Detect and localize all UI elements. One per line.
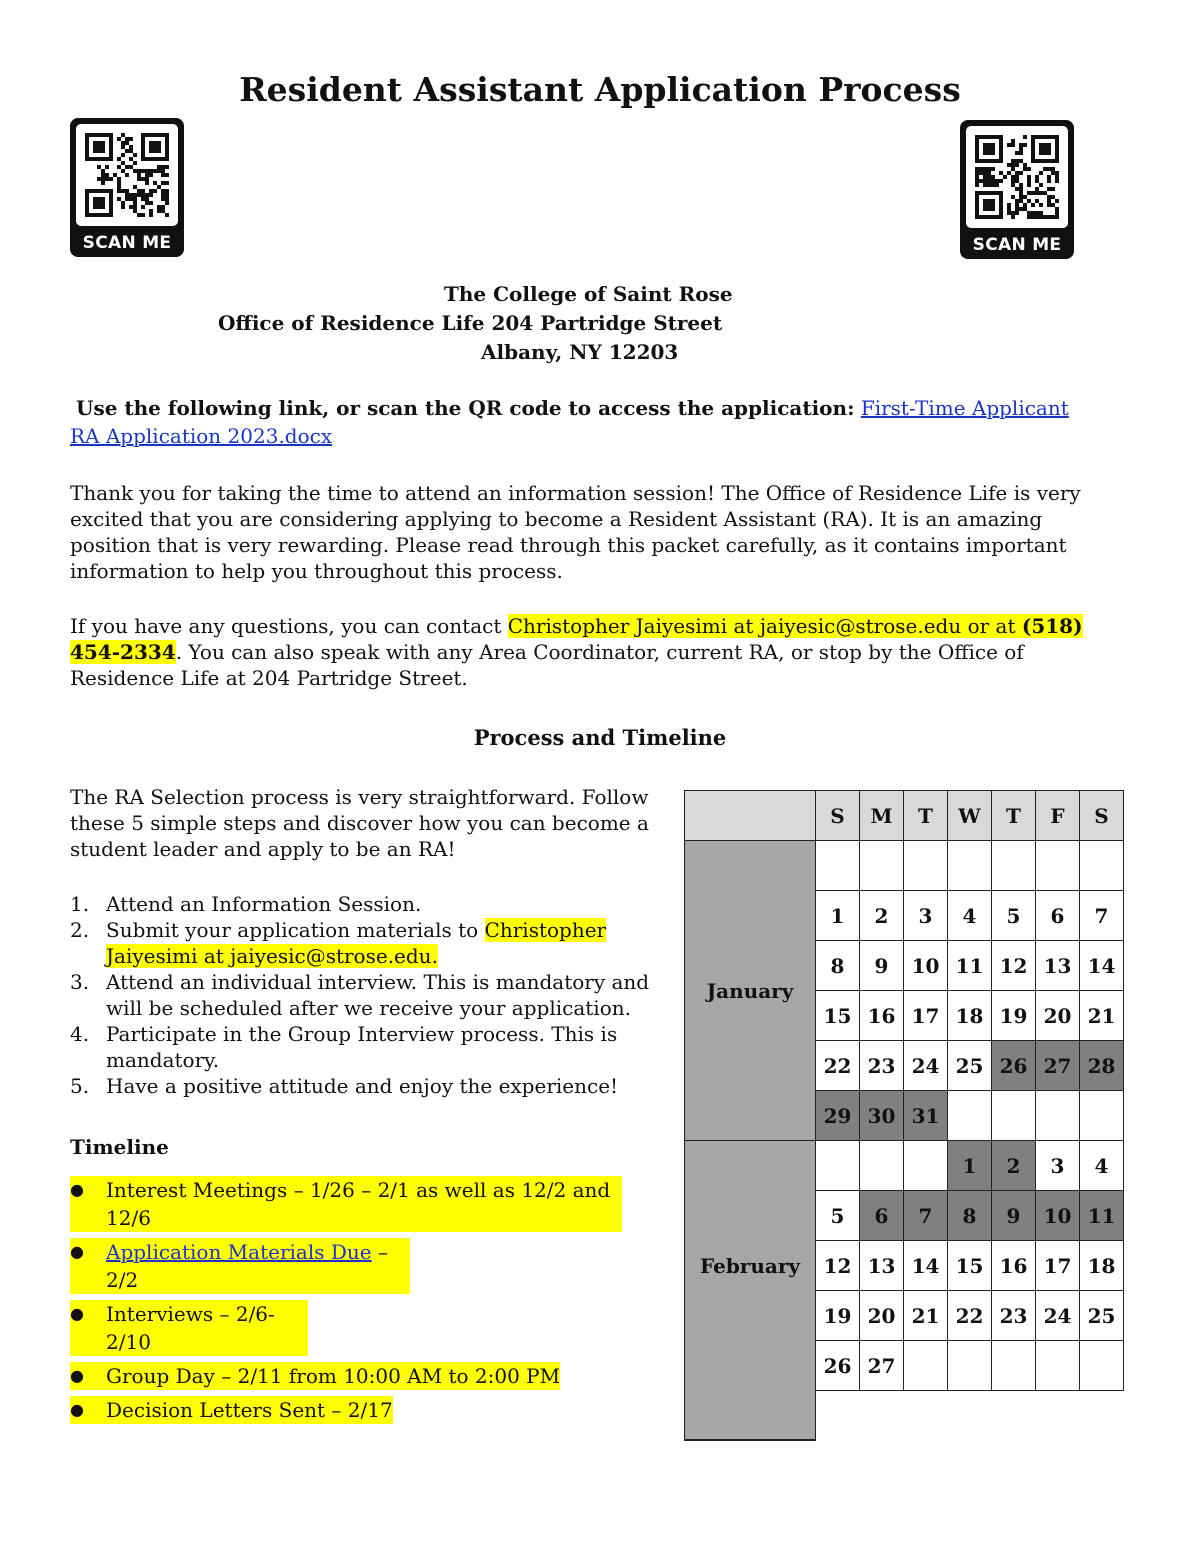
calendar-empty-cell	[904, 841, 948, 891]
calendar-day-cell: 13	[860, 1241, 904, 1291]
calendar-day-cell: 8	[948, 1191, 992, 1241]
bullet-icon: ●	[70, 1238, 106, 1294]
calendar-day-cell: 13	[1036, 941, 1080, 991]
calendar-empty-cell	[1036, 1091, 1080, 1141]
timeline-line: Interest Meetings – 1/26 – 2/1 as well as 12/2 and	[106, 1178, 611, 1202]
calendar-body	[685, 841, 1124, 1391]
step-number: 5.	[70, 1074, 90, 1098]
timeline-text: Decision Letters Sent – 2/17	[106, 1398, 393, 1422]
calendar-day-cell: 19	[992, 991, 1036, 1041]
calendar-day-cell: 27	[1036, 1041, 1080, 1091]
calendar-empty-cell	[816, 1141, 860, 1191]
qr-code-icon	[76, 124, 178, 226]
calendar-day-cell: 14	[1080, 941, 1124, 991]
timeline-list	[70, 1176, 630, 1430]
list-item	[70, 891, 670, 917]
calendar-day-cell: 18	[948, 991, 992, 1041]
calendar-month-label: January	[685, 841, 816, 1141]
weekday-header: T	[992, 791, 1036, 841]
calendar-day-cell: 19	[816, 1291, 860, 1341]
step-text-start: Submit your application materials to	[106, 918, 485, 942]
bullet-icon: ●	[70, 1176, 106, 1232]
calendar-corner	[685, 791, 816, 841]
calendar-empty-cell	[992, 1091, 1036, 1141]
calendar-day-cell: 21	[1080, 991, 1124, 1041]
qr-code-badge-right[interactable]	[960, 120, 1074, 259]
calendar-day-cell: 11	[948, 941, 992, 991]
calendar-day-cell: 3	[1036, 1141, 1080, 1191]
weekday-header: W	[948, 791, 992, 841]
application-materials-link[interactable]: Application Materials Due	[106, 1240, 372, 1264]
process-heading: Process and Timeline	[473, 725, 727, 750]
contact-phone: (518) 454-2334	[70, 614, 1083, 664]
calendar-day-cell: 9	[860, 941, 904, 991]
process-intro: The RA Selection process is very straightforward. Follow these 5 simple steps and discover how you can become a student leader and apply to be an RA!	[70, 785, 649, 861]
timeline-text	[106, 1176, 622, 1232]
calendar-day-cell: 24	[904, 1041, 948, 1091]
calendar-day-cell: 1	[816, 891, 860, 941]
calendar-day-cell: 23	[992, 1291, 1036, 1341]
address-line-2: Office of Residence Life 204 Partridge Street	[218, 311, 723, 335]
calendar-day-cell: 17	[1036, 1241, 1080, 1291]
calendar-empty-cell	[904, 1141, 948, 1191]
calendar-day-cell: 22	[948, 1291, 992, 1341]
access-prompt: Use the following link, or scan the QR code to access the application:	[76, 396, 855, 420]
intro-paragraph: Thank you for taking the time to attend an information session! The Office of Residence Life is very excited that you are considering applying to become a Resident Assistant (RA). It is an amazing position that is very rewarding. Please read through this packet carefully, as it contains important information to help you throughout this process.	[70, 481, 1081, 583]
list-item	[70, 1300, 630, 1356]
calendar-empty-cell	[1036, 1341, 1080, 1391]
list-item	[70, 1176, 630, 1232]
timeline-line: 2/10	[106, 1330, 151, 1354]
address-line-3: Albany, NY 12203	[481, 340, 679, 364]
calendar-month-column-tail	[684, 1389, 816, 1441]
bullet-icon: ●	[70, 1362, 106, 1390]
timeline-text: Group Day – 2/11 from 10:00 AM to 2:00 PM	[106, 1364, 561, 1388]
step-number: 3.	[70, 970, 90, 994]
calendar-empty-cell	[948, 1091, 992, 1141]
contact-email-text: Christopher Jaiyesimi at jaiyesic@strose.edu or at	[507, 614, 1022, 638]
calendar-day-cell: 27	[860, 1341, 904, 1391]
application-link[interactable]: First-Time Applicant RA Application 2023.docx	[70, 396, 1069, 448]
weekday-header: S	[816, 791, 860, 841]
calendar-empty-cell	[860, 1141, 904, 1191]
weekday-header: S	[1080, 791, 1124, 841]
calendar-day-cell: 1	[948, 1141, 992, 1191]
calendar-empty-cell	[1080, 1091, 1124, 1141]
calendar-empty-cell	[816, 841, 860, 891]
calendar-day-cell: 4	[1080, 1141, 1124, 1191]
calendar-day-cell: 7	[904, 1191, 948, 1241]
calendar-day-cell: 6	[1036, 891, 1080, 941]
step-text	[106, 917, 670, 969]
calendar-empty-cell	[1036, 841, 1080, 891]
calendar-week-row	[685, 841, 1124, 891]
calendar-day-cell: 5	[992, 891, 1036, 941]
calendar-day-cell: 20	[860, 1291, 904, 1341]
scan-me-label: SCAN ME	[972, 235, 1062, 255]
step-text: Attend an Information Session.	[106, 892, 422, 916]
calendar-day-cell: 28	[1080, 1041, 1124, 1091]
calendar-day-cell: 21	[904, 1291, 948, 1341]
calendar-day-cell: 15	[948, 1241, 992, 1291]
weekday-header: F	[1036, 791, 1080, 841]
list-item	[70, 969, 670, 1021]
calendar-day-cell: 17	[904, 991, 948, 1041]
step-text: Participate in the Group Interview process. This is mandatory.	[106, 1022, 618, 1072]
calendar-header-row	[685, 791, 1124, 841]
calendar-empty-cell	[992, 1341, 1036, 1391]
list-item	[70, 917, 670, 969]
calendar-day-cell: 20	[1036, 991, 1080, 1041]
timeline-line: 12/6	[106, 1206, 151, 1230]
bullet-icon: ●	[70, 1396, 106, 1424]
calendar-day-cell: 24	[1036, 1291, 1080, 1341]
bullet-icon: ●	[70, 1300, 106, 1356]
calendar-week-row	[685, 1141, 1124, 1191]
calendar-day-cell: 25	[948, 1041, 992, 1091]
calendar-month-label: February	[685, 1141, 816, 1391]
timeline-text	[106, 1300, 308, 1356]
timeline-line: 2/2	[106, 1268, 139, 1292]
calendar-day-cell: 8	[816, 941, 860, 991]
calendar-empty-cell	[948, 1341, 992, 1391]
calendar-day-cell: 26	[816, 1341, 860, 1391]
calendar-day-cell: 22	[816, 1041, 860, 1091]
list-item	[70, 1073, 670, 1099]
calendar-day-cell: 12	[816, 1241, 860, 1291]
calendar-day-cell: 11	[1080, 1191, 1124, 1241]
calendar-day-cell: 16	[992, 1241, 1036, 1291]
timeline-text	[106, 1238, 410, 1294]
calendar-day-cell: 18	[1080, 1241, 1124, 1291]
list-item	[70, 1362, 630, 1390]
calendar-day-cell: 10	[1036, 1191, 1080, 1241]
calendar-empty-cell	[948, 841, 992, 891]
calendar-day-cell: 30	[860, 1091, 904, 1141]
timeline-heading: Timeline	[70, 1135, 169, 1159]
weekday-header: M	[860, 791, 904, 841]
calendar-day-cell: 26	[992, 1041, 1036, 1091]
calendar-day-cell: 29	[816, 1091, 860, 1141]
calendar-empty-cell	[992, 841, 1036, 891]
step-text: Have a positive attitude and enjoy the experience!	[106, 1074, 619, 1098]
step-number: 2.	[70, 918, 90, 942]
calendar-empty-cell	[860, 841, 904, 891]
address-line-1: The College of Saint Rose	[444, 282, 733, 306]
calendar-day-cell: 15	[816, 991, 860, 1041]
step-number: 1.	[70, 892, 90, 916]
weekday-header: T	[904, 791, 948, 841]
steps-list	[70, 891, 670, 1099]
step-text: Attend an individual interview. This is mandatory and will be scheduled after we receive your application.	[106, 970, 650, 1020]
calendar-day-cell: 10	[904, 941, 948, 991]
qr-code-badge-left[interactable]	[70, 118, 184, 257]
calendar-day-cell: 14	[904, 1241, 948, 1291]
qr-code-icon	[966, 126, 1068, 228]
calendar-empty-cell	[1080, 841, 1124, 891]
list-item	[70, 1021, 670, 1073]
contact-text-end: . You can also speak with any Area Coordinator, current RA, or stop by the Office of Residence Life at 204 Partridge Street.	[70, 640, 1024, 690]
calendar-empty-cell	[904, 1341, 948, 1391]
contact-paragraph	[70, 613, 1110, 691]
calendar-day-cell: 5	[816, 1191, 860, 1241]
list-item	[70, 1238, 630, 1294]
calendar-day-cell: 31	[904, 1091, 948, 1141]
calendar-day-cell: 7	[1080, 891, 1124, 941]
calendar-day-cell: 3	[904, 891, 948, 941]
page-title: Resident Assistant Application Process	[239, 70, 961, 109]
scan-me-label: SCAN ME	[82, 233, 172, 253]
calendar-day-cell: 4	[948, 891, 992, 941]
calendar-day-cell: 9	[992, 1191, 1036, 1241]
calendar-day-cell: 2	[992, 1141, 1036, 1191]
calendar-day-cell: 6	[860, 1191, 904, 1241]
calendar-day-cell: 2	[860, 891, 904, 941]
calendar-table	[684, 790, 1124, 1391]
list-item	[70, 1396, 630, 1424]
calendar-empty-cell	[1080, 1341, 1124, 1391]
access-instructions	[70, 394, 1080, 450]
calendar-day-cell: 16	[860, 991, 904, 1041]
contact-text-start: If you have any questions, you can contact	[70, 614, 508, 638]
calendar-day-cell: 25	[1080, 1291, 1124, 1341]
calendar-day-cell: 23	[860, 1041, 904, 1091]
step-number: 4.	[70, 1022, 90, 1046]
timeline-line: –	[371, 1240, 388, 1264]
timeline-line: Interviews – 2/6-	[106, 1302, 275, 1326]
step-highlight: Christopher Jaiyesimi at jaiyesic@strose.edu.	[106, 918, 607, 968]
calendar-day-cell: 12	[992, 941, 1036, 991]
